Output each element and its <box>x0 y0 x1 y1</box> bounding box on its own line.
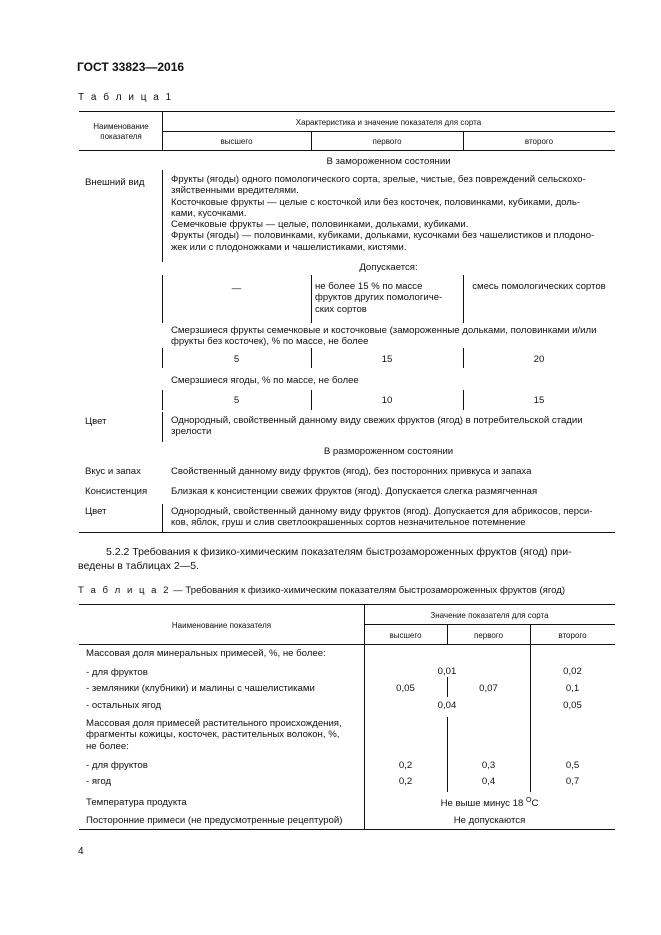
document-id: ГОСТ 33823—2016 <box>77 60 185 74</box>
mix-top-grade: — <box>231 283 242 294</box>
table2-col-group: Значение показателя для сорта <box>430 611 549 620</box>
mineral-fruits-v3: 0,02 <box>563 666 582 677</box>
plant-berries-top: 0,2 <box>398 776 413 787</box>
table1-grade-first: первого <box>372 137 402 146</box>
stuck-fruits-second: 20 <box>533 354 545 365</box>
plant-fruits-first: 0,3 <box>481 760 496 771</box>
table1-top-border <box>79 111 615 112</box>
stuck-berries-first: 10 <box>381 395 393 406</box>
mineral-heading: Массовая доля минеральных примесей, %, не более: <box>86 648 326 659</box>
table2-grade-second: второго <box>558 631 587 640</box>
table1-header-bottom <box>79 150 615 151</box>
mineral-other-label: - остальных ягод <box>86 700 162 711</box>
table1-caption: Т а б л и ц а 1 <box>78 92 174 103</box>
table2-bottom-border <box>79 829 615 830</box>
table1-grade-top: высшего <box>220 137 253 146</box>
table2-top-border <box>79 604 615 605</box>
table1-bottom-border <box>79 532 615 533</box>
section-thawed: В размороженном состоянии <box>323 446 454 457</box>
table2-grade-top: высшего <box>389 631 422 640</box>
temperature-label: Температура продукта <box>86 797 187 808</box>
mineral-strawberry-label: - земляники (клубники) и малины с чашелистиками <box>86 683 315 694</box>
color2-label: Цвет <box>85 506 107 517</box>
consistency-text: Близкая к консистенции свежих фруктов (ягод). Допускается слегка размягченная <box>171 486 538 497</box>
stuck-berries-text: Смерзшиеся ягоды, % по массе, не более <box>171 375 359 386</box>
mineral-fruits-label: - для фруктов <box>86 667 148 678</box>
table2-col-name: Наименование показателя <box>171 621 272 630</box>
mix-second-grade: смесь помологических сортов <box>472 281 606 292</box>
foreign-value: Не допускаются <box>453 815 526 826</box>
mineral-other-v12: 0,04 <box>437 700 457 711</box>
plant-berries-first: 0,4 <box>481 776 496 787</box>
plant-heading: Массовая доля примесей растительного происхождения, фрагменты кожицы, косточек, растительных волокон, %, не более: <box>86 718 342 752</box>
stuck-fruits-top: 5 <box>233 354 240 365</box>
mineral-strawberry-top: 0,05 <box>396 683 415 694</box>
color-label: Цвет <box>85 416 107 427</box>
mineral-other-v3: 0,05 <box>563 700 582 711</box>
table1-grade-divider <box>162 131 615 132</box>
table2-caption: Т а б л и ц а 2 — Требования к физико-химическим показателям быстрозамороженных фруктов (ягод) <box>78 585 566 596</box>
plant-fruits-second: 0,5 <box>565 760 580 771</box>
page-number: 4 <box>78 846 84 857</box>
table2-header-bottom <box>79 644 615 645</box>
foreign-label: Посторонние примеси (не предусмотренные рецептурой) <box>86 815 343 826</box>
mix-first-grade: не более 15 % по массе фруктов других помологиче- ских сортов <box>315 281 443 315</box>
table1-vline <box>162 504 163 532</box>
taste-label: Вкус и запах <box>85 466 141 477</box>
section-frozen: В замороженном состоянии <box>326 156 451 167</box>
mineral-strawberry-second: 0,1 <box>565 683 580 694</box>
table2-grade-divider <box>364 624 615 625</box>
consistency-label: Консистенция <box>85 486 148 497</box>
color-frozen-text: Однородный, свойственный данному виду свежих фруктов (ягод) в потребительской стадии зрелости <box>171 415 583 438</box>
appearance-label: Внешний вид <box>85 177 145 188</box>
table2-grade-first: первого <box>473 631 504 640</box>
mineral-strawberry-first: 0,07 <box>479 683 498 694</box>
plant-berries-label: - ягод <box>86 776 112 787</box>
stuck-fruits-text: Смерзшиеся фрукты семечковые и косточковые (замороженные дольками, половинками и/или фрукты без косточек), % по массе, не более <box>171 325 597 348</box>
appearance-text: Фрукты (ягоды) одного помологического сорта, зрелые, чистые, без повреждений сельскохо- зяйственными вредителями. Косточковые фрукты — целые с косточкой или без косточек, половинками, кубиками, доль- ками, кусочками. Семечковые фрукты — целые, половинками, дольками, кубиками. Фрукты (ягоды) — половинками, кубиками, дольками, кусочками без чашелистиков и плодоно- жек или с плодоножками и чашелистиками, кистями. <box>171 174 595 253</box>
mineral-fruits-v12: 0,01 <box>437 666 457 677</box>
color-thawed-text: Однородный, свойственный данному виду фруктов (ягод). Допускается для абрикосов, перси- ков, яблок, груш и слив светлоокрашенных сортов незначительное потемнение <box>171 506 593 529</box>
table1-vline <box>162 170 163 262</box>
plant-fruits-label: - для фруктов <box>86 760 148 771</box>
plant-berries-second: 0,7 <box>565 776 580 787</box>
table1-vline <box>311 275 312 323</box>
taste-text: Свойственный данному виду фруктов (ягод), без посторонних привкуса и запаха <box>171 466 532 477</box>
stuck-fruits-first: 15 <box>381 354 393 365</box>
temperature-value: Не выше минус 18 $^О$С <box>440 797 539 810</box>
table1-col-group: Характеристика и значение показателя для сорта <box>295 118 482 127</box>
table1-grade-second: второго <box>524 137 554 146</box>
paragraph-5-2-2: 5.2.2 Требования к физико-химическим показателям быстрозамороженных фруктов (ягод) при- ведены в таблицах 2—5. <box>78 546 572 572</box>
table1-vline <box>162 412 163 442</box>
stuck-berries-second: 15 <box>533 395 545 406</box>
allowed-label: Допускается: <box>359 262 418 273</box>
plant-fruits-top: 0,2 <box>398 760 413 771</box>
stuck-berries-top: 5 <box>233 395 240 406</box>
table1-col-name: Наименование показателя <box>93 122 149 141</box>
